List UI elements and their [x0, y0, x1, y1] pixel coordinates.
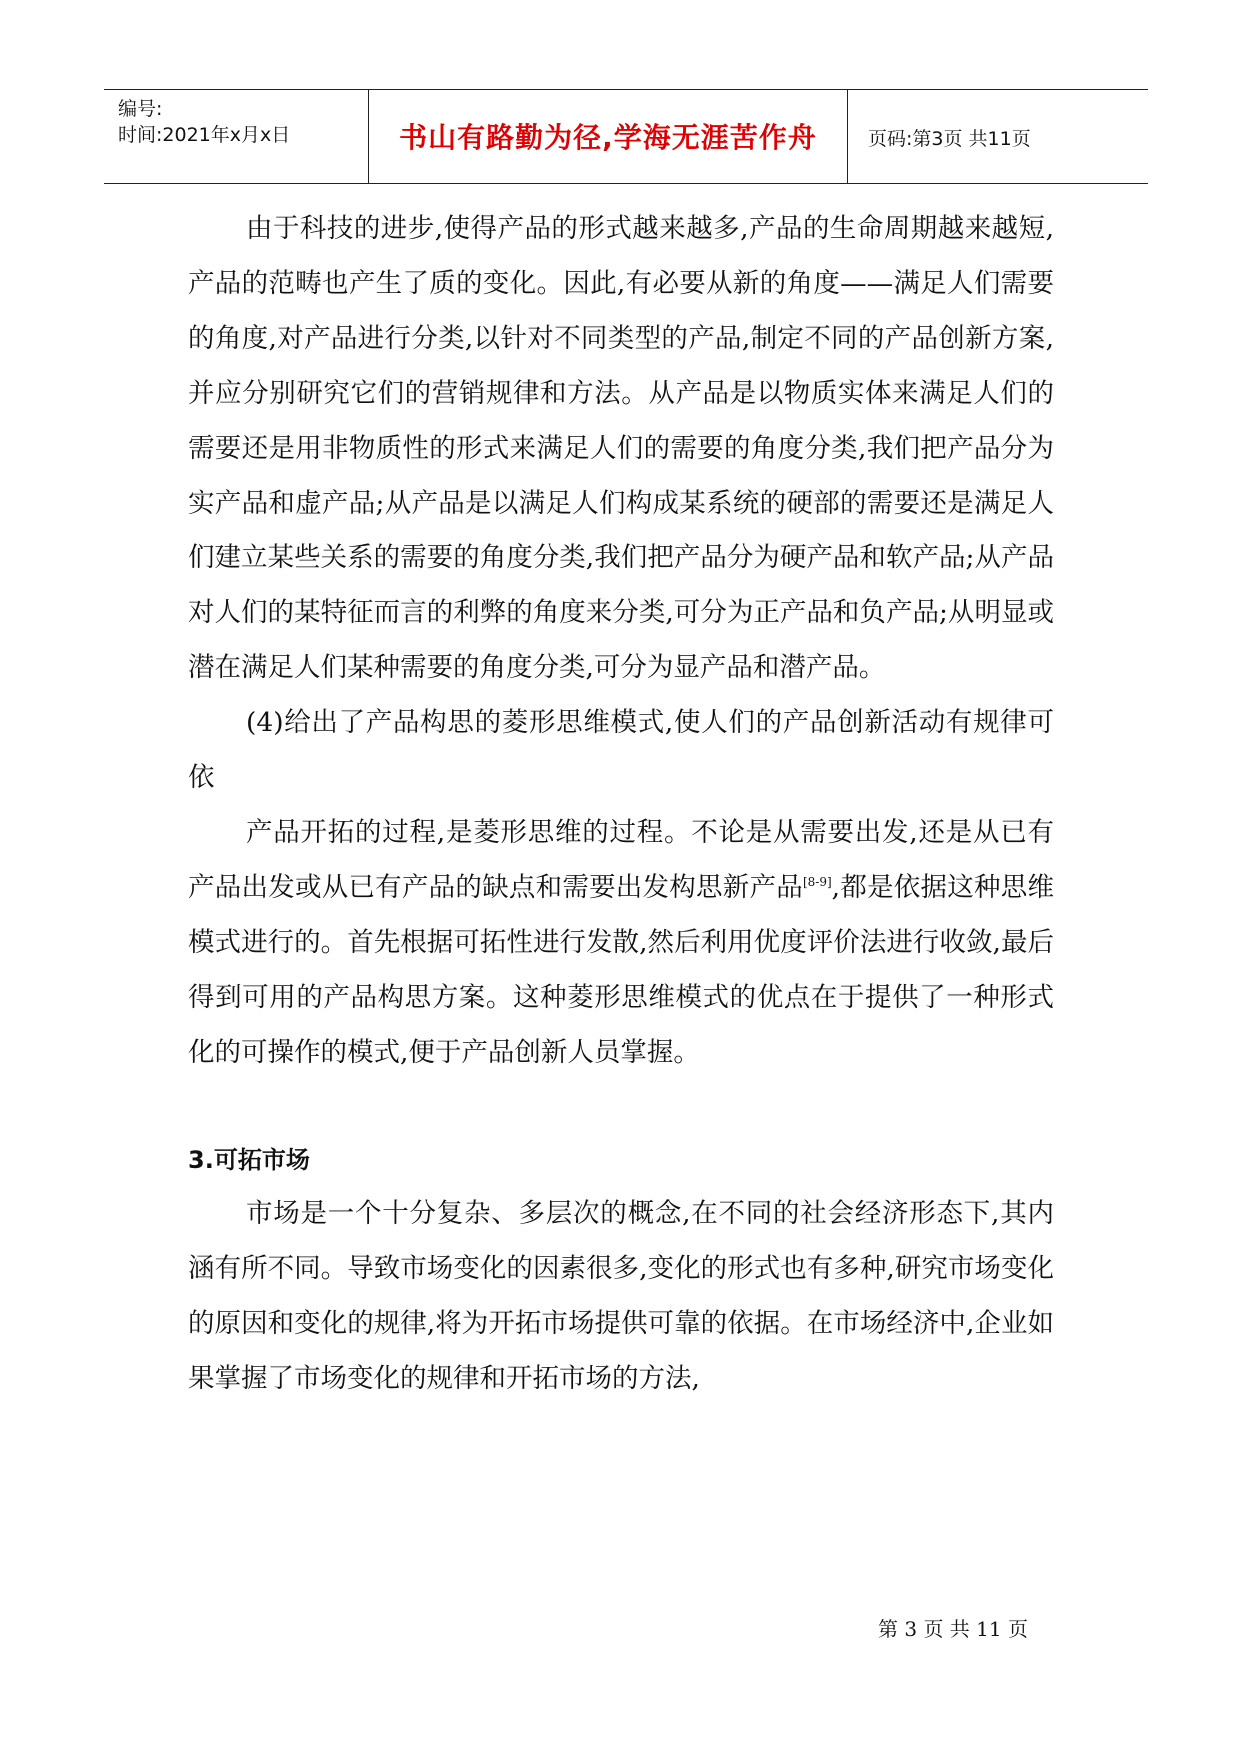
document-body: [188, 202, 1054, 1407]
section-gap: [188, 1081, 1054, 1133]
document-number-label: 编号:: [118, 98, 163, 120]
document-time-label: 时间:2021年x月x日: [118, 124, 291, 146]
paragraph-diamond-thinking: [188, 806, 1054, 1081]
paragraph-product-classification: 由于科技的进步,使得产品的形式越来越多,产品的生命周期越来越短,产品的范畴也产生了质的变化。因此,有必要从新的角度——满足人们需要的角度,对产品进行分类,以针对不同类型的产品,制定不同的产品创新方案,并应分别研究它们的营销规律和方法。从产品是以物质实体来满足人们的需要还是用非物质性的形式来满足人们的需要的角度分类,我们把产品分为实产品和虚产品;从产品是以满足人们构成某系统的硬部的需要还是满足人们建立某些关系的需要的角度分类,我们把产品分为硬产品和软产品;从产品对人们的某特征而言的利弊的角度来分类,可分为正产品和负产品;从明显或潜在满足人们某种需要的角度分类,可分为显产品和潜产品。: [188, 213, 1054, 684]
header-page-cell: [848, 90, 1148, 183]
page-header: [104, 89, 1148, 184]
paragraph-text-part-2: ,都是依据这种思维模式进行的。首先根据可拓性进行发散,然后利用优度评价法进行收敛,最后得到可用的产品构思方案。这种菱形思维模式的优点在于提供了一种形式化的可操作的模式,便于产品创新人员掌握。: [188, 871, 1054, 1068]
paragraph-item-4: (4)给出了产品构思的菱形思维模式,使人们的产品创新活动有规律可依: [188, 707, 1054, 794]
paragraph-market: 市场是一个十分复杂、多层次的概念,在不同的社会经济形态下,其内涵有所不同。导致市场变化的因素很多,变化的形式也有多种,研究市场变化的原因和变化的规律,将为开拓市场提供可靠的依据。在市场经济中,企业如果掌握了市场变化的规律和开拓市场的方法,: [188, 1198, 1054, 1395]
page-footer: 第 3 页 共 11 页: [878, 1617, 1028, 1641]
section-heading: 3.可拓市场: [188, 1145, 310, 1174]
header-meta-cell: [104, 90, 369, 183]
paragraph-text-part-1: 产品开拓的过程,是菱形思维的过程。不论是从需要出发,还是从已有产品出发或从已有产品的缺点和需要出发构思新产品: [188, 816, 1054, 903]
citation-reference: [8-9]: [802, 875, 832, 890]
header-motto-cell: [369, 90, 848, 183]
header-page-number: 页码:第3页 共11页: [868, 128, 1031, 150]
header-motto: 书山有路勤为径,学海无涯苦作舟: [399, 121, 817, 154]
